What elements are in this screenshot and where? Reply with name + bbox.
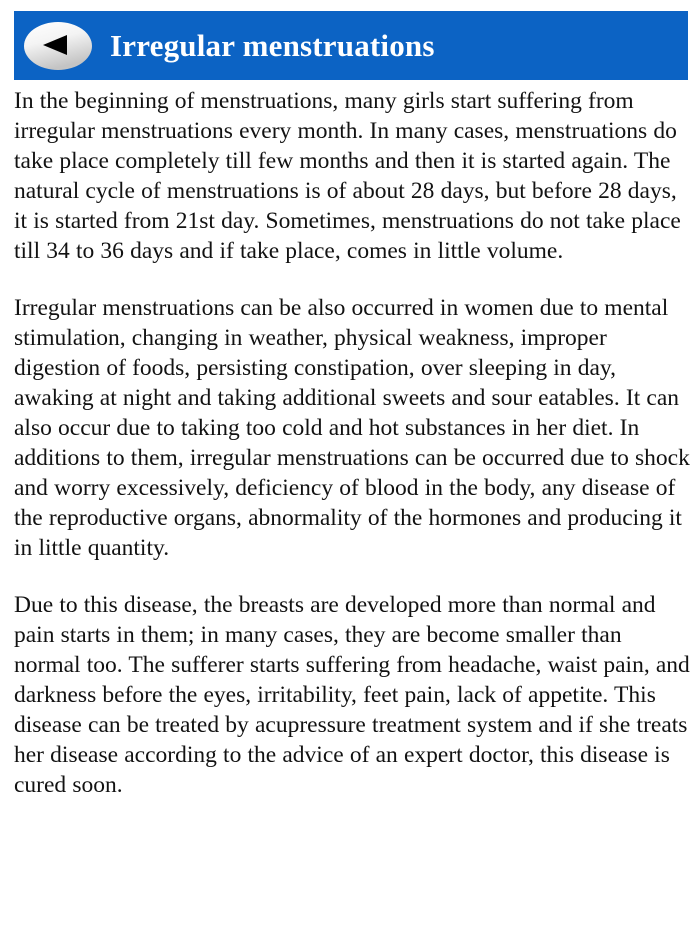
article-paragraph: Irregular menstruations can be also occurred in women due to mental stimulation, changing in weather, physical weakness, improper digestion of foods, persisting constipation, over sleeping in day, awaking at night and taking additional sweets and sour eatables. It can also occur due to taking too cold and hot substances in her diet. In additions to them, irregular menstruations can be occurred due to shock and worry excessively, deficiency of blood in the body, any disease of the reproductive organs, abnormality of the hormones and producing it in little quantity.: [14, 295, 690, 561]
page-header-banner: [14, 11, 688, 80]
page-title: Irregular menstruations: [110, 27, 435, 63]
back-arrow-ellipse-icon[interactable]: [23, 21, 93, 71]
article-body: [14, 86, 690, 800]
article-paragraph: Due to this disease, the breasts are developed more than normal and pain starts in them; in many cases, they are become smaller than normal too. The sufferer starts suffering from headache, waist pain, and darkness before the eyes, irritability, feet pain, lack of appetite. This disease can be treated by acupressure treatment system and if she treats her disease according to the advice of an expert doctor, this disease is cured soon.: [14, 592, 690, 798]
article-paragraph: In the beginning of menstruations, many girls start suffering from irregular menstruations every month. In many cases, menstruations do take place completely till few months and then it is started again. The natural cycle of menstruations is of about 28 days, but before 28 days, it is started from 21st day. Sometimes, menstruations do not take place till 34 to 36 days and if take place, comes in little volume.: [14, 88, 681, 264]
